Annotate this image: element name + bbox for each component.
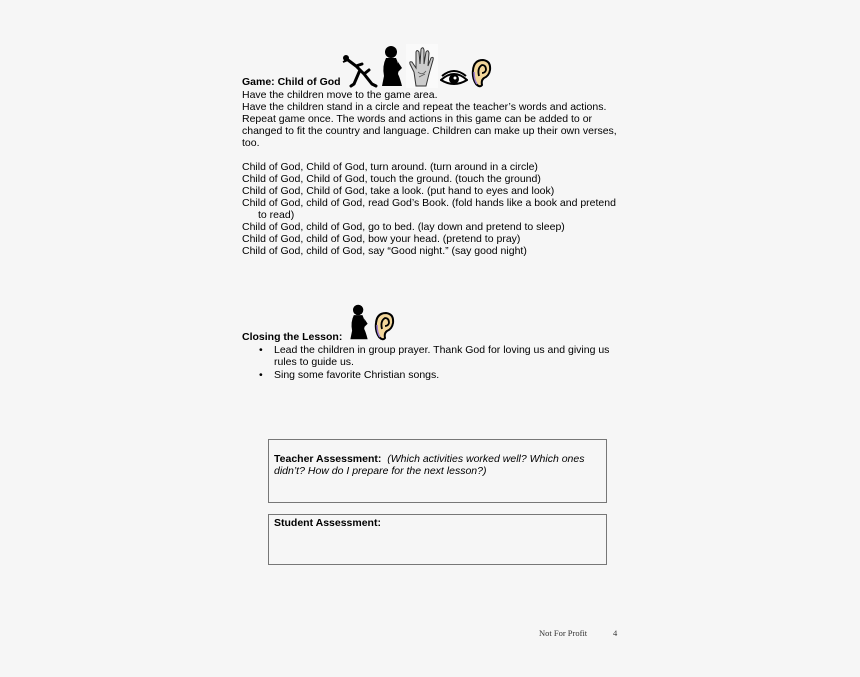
bullet-marker: • <box>259 369 263 381</box>
game-title: Game: Child of God <box>242 76 341 88</box>
game-intro-line: Have the children move to the game area. <box>242 89 438 101</box>
page-number: 4 <box>613 628 618 638</box>
eye-icon <box>440 68 468 88</box>
game-intro-line: too. <box>242 137 260 149</box>
closing-title: Closing the Lesson: <box>242 331 343 343</box>
teacher-assessment-box[interactable] <box>268 439 607 503</box>
praying-child-icon <box>347 303 371 341</box>
verse-line: Child of God, Child of God, touch the ground. (touch the ground) <box>242 173 541 185</box>
game-intro-line: Repeat game once. The words and actions in this game can be added to or <box>242 113 593 125</box>
student-assessment-box[interactable] <box>268 514 607 565</box>
verse-line: Child of God, child of God, go to bed. (lay down and pretend to sleep) <box>242 221 565 233</box>
student-assessment-label: Student Assessment: <box>274 517 381 529</box>
stretching-person-icon <box>342 44 378 88</box>
ear-icon <box>373 311 395 341</box>
game-intro-line: Have the children stand in a circle and repeat the teacher’s words and actions. <box>242 101 607 113</box>
bullet-marker: • <box>259 344 263 356</box>
verse-line: Child of God, child of God, read God’s Book. (fold hands like a book and pretend <box>242 197 616 209</box>
closing-icons <box>347 303 395 341</box>
teacher-assessment-prompt: didn’t? How do I prepare for the next lesson?) <box>274 465 487 477</box>
ear-icon <box>470 58 492 88</box>
verse-line: Child of God, Child of God, turn around. (turn around in a circle) <box>242 161 538 173</box>
verse-line: Child of God, child of God, say “Good night.” (say good night) <box>242 245 527 257</box>
verse-line: Child of God, child of God, bow your head. (pretend to pray) <box>242 233 521 245</box>
teacher-assessment-prompt: (Which activities worked well? Which ones <box>387 453 585 465</box>
verse-line: Child of God, Child of God, take a look. (put hand to eyes and look) <box>242 185 555 197</box>
praying-child-icon <box>380 44 404 88</box>
closing-bullet-text: Sing some favorite Christian songs. <box>274 369 440 381</box>
teacher-assessment-text <box>274 453 584 477</box>
game-icons <box>342 44 492 88</box>
game-intro-line: changed to fit the country and language. Children can make up their own verses, <box>242 125 617 137</box>
footer-text: Not For Profit <box>539 628 588 638</box>
closing-bullet-text: Lead the children in group prayer. Thank God for loving us and giving us <box>274 344 610 356</box>
closing-bullet-text: rules to guide us. <box>274 356 354 368</box>
hand-icon <box>406 44 438 88</box>
verse-line-continued: to read) <box>258 209 295 221</box>
teacher-assessment-label: Teacher Assessment: <box>274 453 382 465</box>
